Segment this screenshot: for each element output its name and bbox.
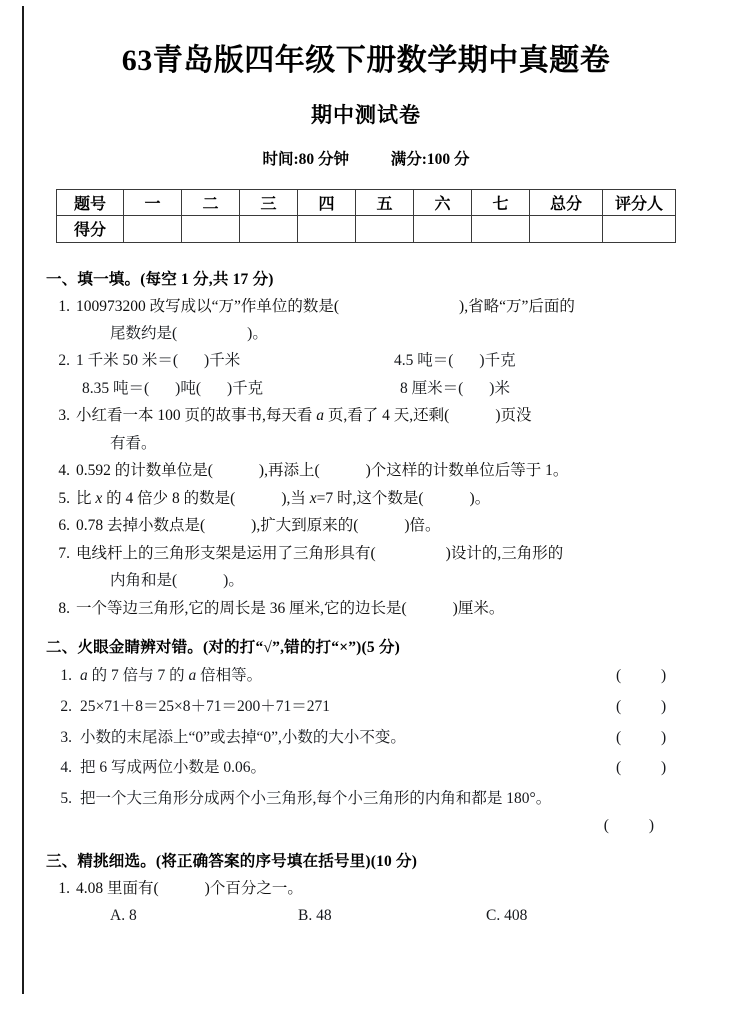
page-subtitle: 期中测试卷 [311, 102, 421, 127]
exam-time-label: 时间:80 分钟 [262, 150, 349, 168]
exam-content [0, 267, 732, 926]
q1-line1-a: 100973200 改写成以“万”作单位的数是( [76, 297, 340, 315]
question-number: 5. [60, 790, 72, 808]
q5-e: )。 [469, 489, 491, 507]
q2-b2: )千克 [479, 352, 516, 370]
q8-b: )厘米。 [452, 599, 505, 617]
question-number: 3. [58, 407, 70, 425]
score-table-col-5: 六 [414, 189, 472, 215]
score-cell-1[interactable] [182, 215, 240, 242]
question-text [76, 487, 686, 511]
question-number: 5. [58, 489, 70, 507]
question-number: 2. [58, 352, 70, 370]
question-text: 把 6 写成两位小数是 0.06。 [80, 759, 267, 777]
score-cell-5[interactable] [414, 215, 472, 242]
question-1-8 [46, 597, 686, 621]
question-1-6 [46, 514, 686, 538]
score-table-col-6: 七 [472, 189, 530, 215]
math-variable-a: a [188, 667, 197, 685]
answer-parenthesis[interactable]: ( ) [616, 667, 685, 685]
question-2-3 [46, 725, 686, 751]
q3-line1-a: 小红看一本 100 页的故事书,每天看 [76, 407, 317, 425]
q2-c2: )吨( [175, 379, 201, 397]
q31-stem-b: )个百分之一。 [204, 879, 303, 897]
q5-b: 的 4 倍少 8 的数是( [102, 489, 236, 507]
score-table-col-7: 总分 [530, 189, 603, 215]
tf1-b: 的 7 倍与 7 的 [87, 667, 189, 685]
tf1-c: 倍相等。 [196, 667, 263, 685]
question-text [76, 877, 686, 901]
question-1-1 [46, 295, 686, 319]
question-1-3-cont: 有看。 [110, 434, 157, 452]
option-b[interactable]: B. 48 [298, 907, 332, 925]
question-text: 25×71＋8＝25×8＋71＝200＋71＝271 [80, 698, 330, 716]
question-text [82, 377, 400, 401]
question-text [80, 663, 616, 689]
q2-d1: 8 厘米＝( [400, 379, 464, 397]
question-text [76, 459, 686, 483]
question-1-7 [46, 542, 686, 566]
question-2-4 [46, 755, 686, 781]
question-number: 7. [58, 544, 70, 562]
q1-line2-b: )。 [247, 324, 268, 342]
question-2-1 [46, 663, 686, 689]
question-number: 1. [58, 297, 70, 315]
option-c[interactable]: C. 408 [486, 907, 528, 925]
question-1-2-row-a [46, 349, 686, 373]
q7-line1-a: 电线杆上的三角形支架是运用了三角形具有( [76, 544, 376, 562]
q2-a1: 1 千米 50 米＝( [76, 352, 179, 370]
score-table-wrapper [56, 189, 676, 243]
question-text [76, 349, 394, 373]
question-text: 把一个大三角形分成两个小三角形,每个小三角形的内角和都是 180°。 [80, 790, 552, 808]
question-text [76, 514, 686, 538]
score-table-col-1: 二 [182, 189, 240, 215]
table-row-scores [57, 215, 676, 242]
score-table-col-0: 一 [124, 189, 182, 215]
q31-stem-a: 4.08 里面有( [76, 879, 159, 897]
answer-parenthesis[interactable]: ( ) [603, 816, 672, 834]
question-text [400, 377, 686, 401]
q8-a: 一个等边三角形,它的周长是 36 厘米,它的边长是( [76, 599, 407, 617]
score-table-col-8: 评分人 [603, 189, 676, 215]
question-1-4 [46, 459, 686, 483]
math-variable-a: a [80, 667, 88, 685]
question-number: 4. [60, 759, 72, 777]
score-table-col-2: 三 [240, 189, 298, 215]
answer-parenthesis[interactable]: ( ) [616, 728, 685, 746]
score-cell-7[interactable] [530, 215, 603, 242]
section-heading-2: 二、火眼金睛辨对错。(对的打“√”,错的打“×”)(5 分) [46, 639, 400, 657]
question-1-1-cont [46, 322, 686, 346]
q1-line2-a: 尾数约是( [110, 324, 178, 342]
q1-line1-b: ),省略“万”后面的 [459, 297, 575, 315]
score-table-col-4: 五 [356, 189, 414, 215]
score-table-row-label-1: 得分 [57, 215, 124, 242]
question-number: 8. [58, 599, 70, 617]
option-a[interactable]: A. 8 [110, 907, 137, 925]
question-number: 4. [58, 462, 70, 480]
question-number: 6. [58, 517, 70, 535]
question-1-2-row-b [46, 377, 686, 401]
answer-parenthesis[interactable]: ( ) [616, 759, 685, 777]
question-2-5 [46, 786, 686, 812]
question-3-1-options [46, 907, 686, 925]
q7-line2-a: 内角和是( [110, 572, 178, 590]
score-table-row-label-0: 题号 [57, 189, 124, 215]
question-number: 2. [60, 698, 72, 716]
q5-a: 比 [76, 489, 96, 507]
q7-line1-b: )设计的,三角形的 [445, 544, 564, 562]
q3-line1-b: 页,看了 4 天,还剩( [324, 407, 450, 425]
question-number: 3. [60, 728, 72, 746]
score-cell-0[interactable] [124, 215, 182, 242]
question-number: 1. [60, 667, 72, 685]
q2-a2: )千米 [204, 352, 241, 370]
score-cell-6[interactable] [472, 215, 530, 242]
answer-parenthesis[interactable]: ( ) [616, 698, 685, 716]
q6-a: 0.78 去掉小数点是( [76, 517, 206, 535]
exam-total-label: 满分:100 分 [390, 150, 470, 168]
q2-d2: )米 [489, 379, 510, 397]
math-variable-x: x [309, 489, 317, 507]
section-heading-3: 三、精挑细选。(将正确答案的序号填在括号里)(10 分) [46, 852, 418, 870]
q3-line1-c: )页没 [495, 407, 532, 425]
question-1-7-cont [46, 569, 686, 593]
q6-b: ),扩大到原来的( [251, 517, 359, 535]
q2-c3: )千克 [227, 379, 264, 397]
exam-meta [0, 147, 732, 169]
question-text [76, 597, 686, 621]
section-heading-1: 一、填一填。(每空 1 分,共 17 分) [46, 270, 274, 288]
score-table-col-3: 四 [298, 189, 356, 215]
q5-c: ),当 [281, 489, 310, 507]
question-text [394, 349, 686, 373]
page-title: 63青岛版四年级下册数学期中真题卷 [121, 44, 611, 77]
math-variable-x: x [95, 489, 103, 507]
question-text: 小数的末尾添上“0”或去掉“0”,小数的大小不变。 [80, 728, 406, 746]
score-cell-4[interactable] [356, 215, 414, 242]
question-text [76, 295, 686, 319]
math-variable-a: a [316, 407, 325, 425]
score-cell-3[interactable] [298, 215, 356, 242]
question-text [76, 542, 686, 566]
q5-d: =7 时,这个数是( [316, 489, 424, 507]
q4-c: )个这样的计数单位后等于 1。 [365, 462, 569, 480]
question-text [76, 404, 686, 428]
q4-a: 0.592 的计数单位是( [76, 462, 213, 480]
question-3-1 [46, 877, 686, 901]
table-row-header [57, 189, 676, 215]
q4-b: ),再添上( [258, 462, 320, 480]
score-cell-2[interactable] [240, 215, 298, 242]
q6-c: )倍。 [404, 517, 441, 535]
question-2-2 [46, 694, 686, 720]
score-cell-8[interactable] [603, 215, 676, 242]
q7-line2-b: )。 [223, 572, 244, 590]
question-number: 1. [58, 879, 70, 897]
question-1-3 [46, 404, 686, 428]
q2-b1: 4.5 吨＝( [394, 352, 454, 370]
q2-c1: 8.35 吨＝( [82, 379, 150, 397]
score-table [56, 189, 676, 243]
question-1-5 [46, 487, 686, 511]
